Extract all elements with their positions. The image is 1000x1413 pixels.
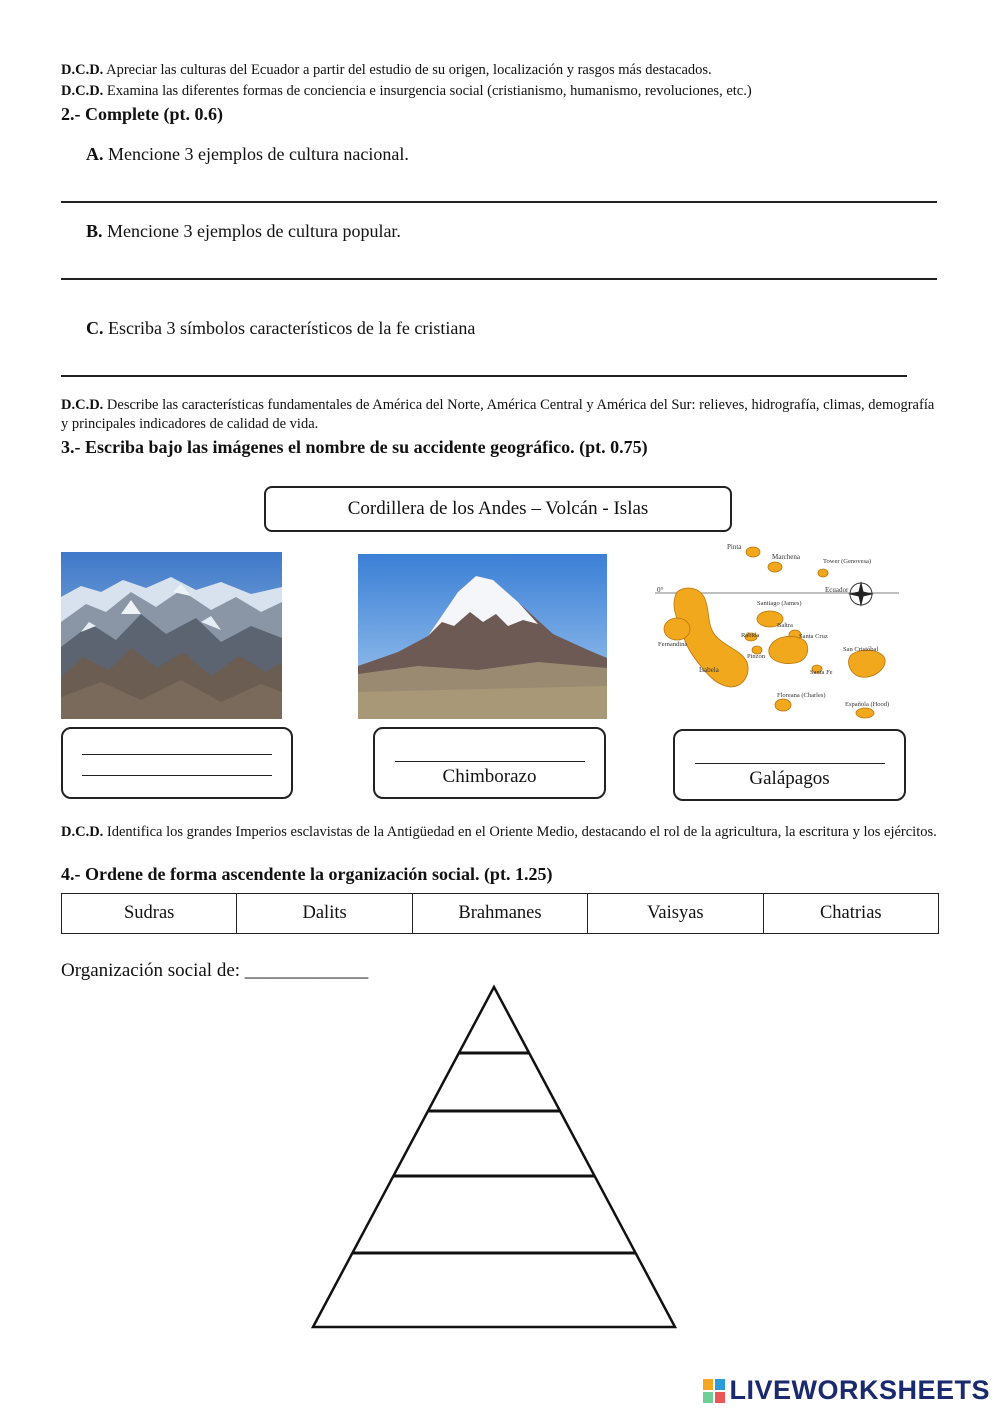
answer-box-1[interactable]	[61, 727, 293, 799]
answer-box-3[interactable]	[673, 729, 906, 801]
galapagos-map-image	[655, 537, 899, 719]
dcd-text: Identifica los grandes Imperios esclavistas de la Antigüedad en el Oriente Medio, destacando el rol de la agricultura, la escritura y los ejércitos.	[103, 824, 937, 840]
andes-mountains-drawing	[61, 552, 282, 719]
equator-label: Ecuador	[825, 586, 849, 594]
dcd-objective-2	[61, 82, 941, 101]
item-text: Mencione 3 ejemplos de cultura popular.	[102, 221, 401, 241]
pinta-label: Pinta	[727, 543, 742, 551]
answer-line-2b[interactable]	[61, 278, 937, 280]
pyramid-slot-3[interactable]	[410, 1116, 578, 1172]
andes-mountains-image	[61, 552, 282, 719]
item-letter: A.	[86, 144, 104, 164]
answer-line[interactable]	[395, 761, 585, 762]
caste-cell[interactable]: Dalits	[237, 894, 412, 934]
baltra-label: Baltra	[777, 622, 793, 629]
pyramid-slot-4[interactable]	[374, 1181, 614, 1249]
question-3-title: 3.- Escriba bajo las imágenes el nombre de su accidente geográfico. (pt. 0.75)	[61, 437, 648, 457]
dcd-label: D.C.D.	[61, 83, 104, 99]
caste-table	[61, 893, 939, 934]
pyramid-slot-5[interactable]	[334, 1258, 654, 1324]
caste-cell[interactable]: Brahmanes	[412, 894, 587, 934]
item-letter: B.	[86, 221, 103, 241]
answer-line-2c[interactable]	[61, 375, 907, 377]
word-bank-box: Cordillera de los Andes – Volcán - Islas	[264, 486, 732, 532]
degree-label: 0°	[657, 586, 664, 594]
dcd-objective-3	[61, 396, 941, 434]
liveworksheets-logo	[703, 1375, 990, 1406]
item-letter: C.	[86, 318, 104, 338]
question-2c	[86, 318, 475, 339]
dcd-objective-1	[61, 61, 941, 80]
pyramid-drawing	[310, 984, 680, 1330]
san-cristobal-label: San Cristóbal	[843, 646, 879, 653]
social-pyramid	[310, 984, 680, 1330]
question-2b	[86, 221, 401, 242]
espanola-label: Española (Hood)	[845, 701, 890, 708]
rabida-label: Rábida	[741, 632, 760, 639]
dcd-objective-4	[61, 823, 941, 842]
pyramid-slot-1[interactable]	[470, 1014, 518, 1050]
santiago-label: Santiago (James)	[757, 600, 802, 607]
brand-text: LIVEWORKSHEETS	[729, 1375, 990, 1405]
answer-line[interactable]	[695, 763, 885, 764]
dcd-label: D.C.D.	[61, 824, 104, 840]
tower-label: Tower (Genovesa)	[823, 558, 872, 565]
fernandina-label: Fernandina	[658, 641, 688, 648]
santa-fe-label: Santa Fe	[810, 669, 833, 676]
item-text: Escriba 3 símbolos característicos de la fe cristiana	[103, 318, 476, 338]
question-2a	[86, 144, 409, 165]
dcd-label: D.C.D.	[61, 62, 104, 78]
volcano-drawing	[358, 554, 607, 719]
chimborazo-volcano-image	[358, 554, 607, 719]
galapagos-map-drawing	[655, 537, 899, 719]
social-organization-label: Organización social de: _____________	[61, 960, 369, 981]
answer-line-2a[interactable]	[61, 201, 937, 203]
dcd-text: Apreciar las culturas del Ecuador a partir del estudio de su origen, localización y rasgos más destacados.	[103, 62, 712, 78]
marchena-label: Marchena	[772, 553, 800, 561]
isabela-label: Isabela	[699, 666, 719, 674]
santa-cruz-label: Santa Cruz	[799, 633, 828, 640]
dcd-text: Examina las diferentes formas de conciencia e insurgencia social (cristianismo, humanismo, revoluciones, etc.)	[103, 83, 752, 99]
caste-cell[interactable]: Sudras	[62, 894, 237, 934]
caste-cell[interactable]: Chatrias	[763, 894, 938, 934]
pinzon-label: Pinzón	[747, 653, 766, 660]
item-text: Mencione 3 ejemplos de cultura nacional.	[103, 144, 409, 164]
dcd-text: Describe las características fundamentales de América del Norte, América Central y América del Sur: relieves, hidrografía, climas, demografía y principales indicadores de calidad de vida.	[61, 397, 935, 432]
logo-icon	[703, 1379, 725, 1403]
answer-galapagos: Galápagos	[749, 768, 830, 789]
table-row	[62, 894, 939, 934]
pyramid-slot-2[interactable]	[440, 1058, 548, 1108]
answer-box-2[interactable]	[373, 727, 606, 799]
dcd-label: D.C.D.	[61, 397, 104, 413]
caste-cell[interactable]: Vaisyas	[588, 894, 763, 934]
floreana-label: Floreana (Charles)	[777, 692, 826, 699]
question-2-title: 2.- Complete (pt. 0.6)	[61, 104, 223, 124]
question-4-title: 4.- Ordene de forma ascendente la organización social. (pt. 1.25)	[61, 864, 553, 884]
answer-chimborazo: Chimborazo	[442, 766, 537, 787]
answer-line[interactable]	[82, 775, 272, 776]
answer-line[interactable]	[82, 754, 272, 755]
